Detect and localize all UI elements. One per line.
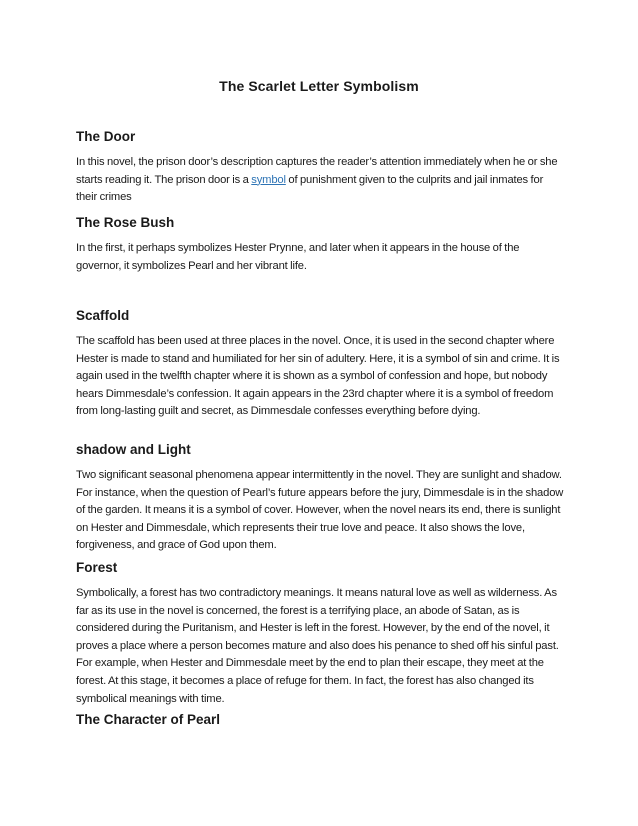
section-heading: shadow and Light	[76, 442, 191, 457]
paragraph-text: of punishment given to the culprits and jail inmates for their crimes	[76, 173, 544, 204]
section-scaffold	[76, 307, 564, 421]
section-the-character-of-pearl	[76, 711, 564, 737]
section-the-door	[76, 128, 564, 207]
section-heading: The Rose Bush	[76, 215, 175, 230]
section-forest	[76, 559, 564, 708]
symbol-link[interactable]: symbol	[251, 173, 286, 186]
section-shadow-and-light	[76, 441, 564, 555]
section-heading: The Door	[76, 129, 136, 144]
section-paragraph	[76, 154, 564, 207]
section-paragraph: Symbolically, a forest has two contradictory meanings. It means natural love as well as wilderness. As far as its use in the novel is concerned, the forest is a terrifying place, an abode of Satan, as is considered during the Puritanism, and Hester is left in the forest. However, by the end of the novel, it proves a place where a person becomes mature and also does his penance to shed off his sinful past. For example, when Hester and Dimmesdale meet by the end to plan their escape, they meet at the forest. At this stage, it becomes a place of refuge for them. In fact, the forest has also changed its symbolical meanings with time.	[76, 587, 559, 705]
document-title: The Scarlet Letter Symbolism	[219, 78, 419, 94]
section-heading: Forest	[76, 560, 118, 575]
section-paragraph: Two significant seasonal phenomena appear intermittently in the novel. They are sunlight and shadow. For instance, when the question of Pearl’s future appears before the jury, Dimmesdale is in the shadow of the garden. It means it is a symbol of cover. However, when the novel nears its end, there is sunlight on Hester and Dimmesdale, which represents their true love and peace. It also shows the love, forgiveness, and grace of God upon them.	[76, 469, 564, 552]
paragraph-text: In this novel, the prison door’s description captures the reader’s attention immediately when he or she starts reading it. The prison door is a	[76, 156, 558, 186]
section-heading: Scaffold	[76, 308, 130, 323]
section-the-rose-bush	[76, 214, 564, 275]
section-paragraph: In the first, it perhaps symbolizes Hester Prynne, and later when it appears in the house of the governor, it symbolizes Pearl and her vibrant life.	[76, 242, 520, 272]
section-paragraph: The scaffold has been used at three places in the novel. Once, it is used in the second chapter where Hester is made to stand and humiliated for her sin of adultery. Here, it is a symbol of sin and crime. It is again used in the twelfth chapter where it is shown as a symbol of confession and hope, but nobody hears Dimmesdale’s confession. It again appears in the 23rd chapter where it is a symbol of freedom from long-lasting guilt and secret, as Dimmesdale confesses everything before dying.	[76, 335, 560, 418]
section-heading: The Character of Pearl	[76, 712, 221, 727]
